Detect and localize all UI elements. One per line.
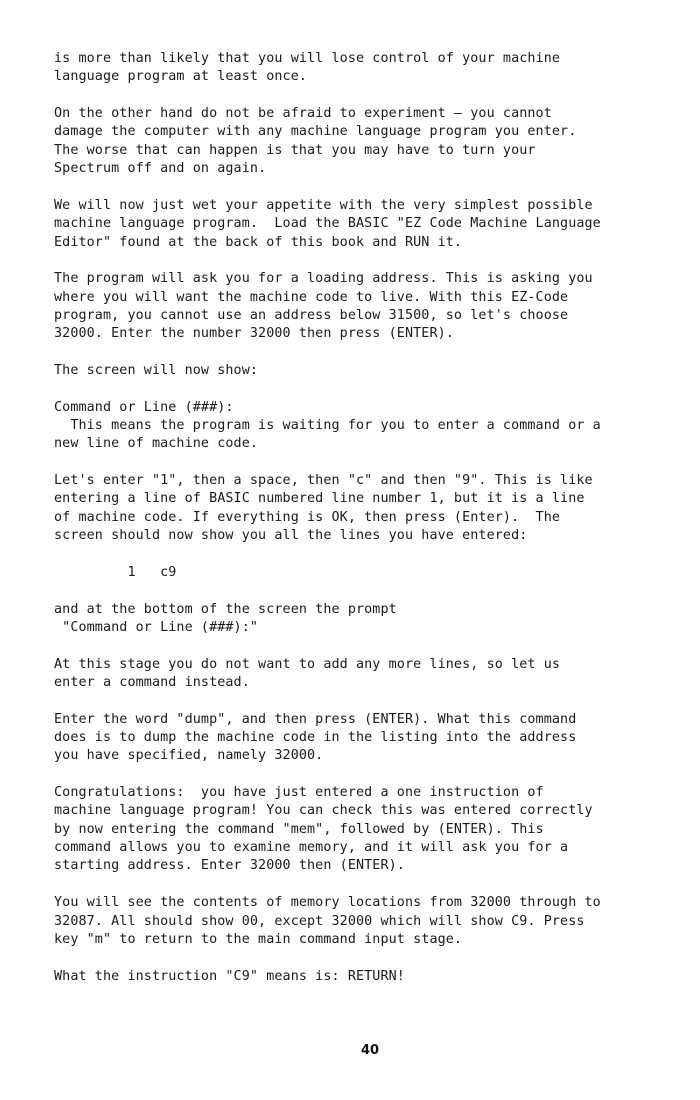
text-line: key "m" to return to the main command input stage. bbox=[54, 931, 463, 947]
text-line: damage the computer with any machine language program you enter. bbox=[54, 124, 577, 140]
text-line: Spectrum off and on again. bbox=[54, 161, 267, 177]
text-line: screen should now show you all the lines you have entered: bbox=[54, 528, 528, 544]
text-line: where you will want the machine code to live. With this EZ-Code bbox=[54, 289, 569, 305]
text-line: and at the bottom of the screen the prompt bbox=[54, 601, 397, 617]
text-line: machine language program! You can check this was entered correctly bbox=[54, 803, 593, 819]
text-line: does is to dump the machine code in the listing into the address bbox=[54, 730, 577, 745]
text-line: We will now just wet your appetite with the very simplest possible bbox=[54, 197, 593, 213]
text-line: Command or Line (###): bbox=[54, 399, 234, 415]
text-line: of machine code. If everything is OK, then press (Enter). The bbox=[54, 509, 561, 525]
text-line: 32087. All should show 00, except 32000 which will show C9. Press bbox=[54, 913, 585, 929]
text-line: The worse that can happen is that you may have to turn your bbox=[54, 142, 536, 158]
text-line: you have specified, namely 32000. bbox=[54, 748, 324, 764]
text-line: language program at least once. bbox=[54, 69, 308, 85]
text-line: by now entering the command "mem", followed by (ENTER). This bbox=[54, 821, 544, 837]
text-line: Congratulations: you have just entered a one instruction of bbox=[54, 785, 544, 800]
text-line: new line of machine code. bbox=[54, 436, 259, 452]
text-line: What the instruction "C9" means is: RETURN! bbox=[54, 968, 405, 984]
text-line: Editor" found at the back of this book and RUN it. bbox=[54, 234, 463, 250]
text-line: 1 c9 bbox=[54, 564, 177, 580]
text-line: Enter the word "dump", and then press (ENTER). What this command bbox=[54, 711, 577, 727]
text-line: "Command or Line (###):" bbox=[54, 619, 259, 635]
text-line: is more than likely that you will lose control of your machine bbox=[54, 51, 561, 66]
text-line: This means the program is waiting for you to enter a command or a bbox=[54, 418, 601, 433]
text-line: command allows you to examine memory, and it will ask you for a bbox=[54, 840, 569, 856]
text-line: starting address. Enter 32000 then (ENTER). bbox=[54, 858, 405, 874]
text-line: The program will ask you for a loading address. This is asking you bbox=[54, 271, 593, 287]
text-line: At this stage you do not want to add any more lines, so let us bbox=[54, 656, 561, 672]
text-line: On the other hand do not be afraid to experiment – you cannot bbox=[54, 106, 552, 122]
text-line: You will see the contents of memory locations from 32000 through to bbox=[54, 895, 601, 911]
text-line: program, you cannot use an address below 31500, so let's choose bbox=[54, 307, 569, 323]
text-line: entering a line of BASIC numbered line number 1, but it is a line bbox=[54, 491, 585, 507]
text-line: machine language program. Load the BASIC "EZ Code Machine Language bbox=[54, 216, 601, 232]
text-line: 32000. Enter the number 32000 then press (ENTER). bbox=[54, 326, 454, 342]
text-line: Let's enter "1", then a space, then "c" and then "9". This is like bbox=[54, 473, 593, 489]
text-line: enter a command instead. bbox=[54, 674, 250, 690]
text-line: The screen will now show: bbox=[54, 363, 259, 378]
page-number: 40 bbox=[360, 1043, 380, 1058]
